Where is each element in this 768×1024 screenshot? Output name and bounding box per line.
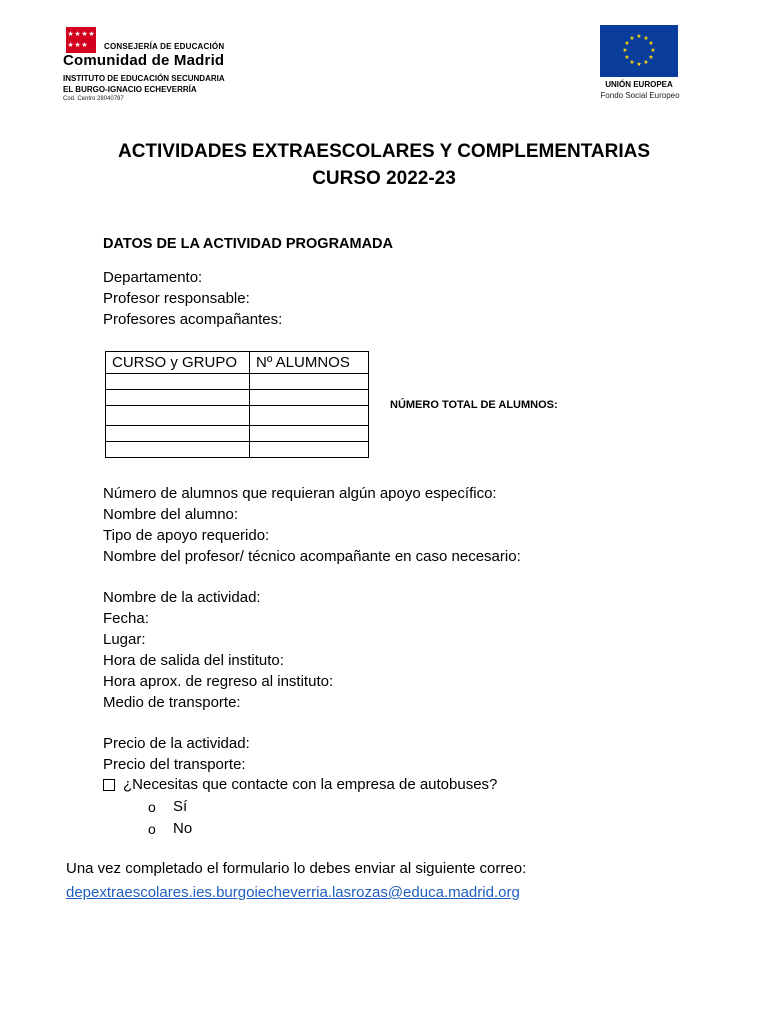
table-header-row: [106, 352, 369, 374]
fecha-field: Fecha:: [103, 610, 149, 627]
table-row: [106, 442, 369, 458]
eu-title: UNIÓN EUROPEA: [605, 80, 673, 89]
hora-salida-field: Hora de salida del instituto:: [103, 652, 284, 669]
table-cell[interactable]: [250, 442, 369, 458]
svg-text:★: ★: [629, 59, 635, 66]
table-cell[interactable]: [250, 426, 369, 442]
nombre-alumno-field: Nombre del alumno:: [103, 506, 239, 523]
profesor-responsable-field: Profesor responsable:: [103, 290, 250, 307]
table-cell[interactable]: [106, 374, 250, 390]
apoyo-numero-field: Número de alumnos que requieran algún apoyo específico:: [103, 485, 497, 502]
document-title: ACTIVIDADES EXTRAESCOLARES Y COMPLEMENTARIAS: [117, 141, 651, 162]
medio-transporte-field: Medio de transporte:: [103, 694, 241, 711]
table-cell[interactable]: [250, 390, 369, 406]
svg-text:★: ★: [636, 33, 642, 40]
codigo-centro: Cod. Centro 28040787: [63, 96, 124, 102]
precio-transporte-field: Precio del transporte:: [103, 756, 246, 773]
column-num-alumnos: Nº ALUMNOS: [250, 352, 369, 374]
bullet-icon: o: [148, 798, 156, 815]
comunidad-madrid-flag-logo: ★ ★ ★ ★ ★ ★ ★: [66, 27, 96, 53]
table-cell[interactable]: [106, 426, 250, 442]
consejeria-label: CONSEJERÍA DE EDUCACIÓN: [104, 42, 225, 51]
table-cell[interactable]: [250, 406, 369, 426]
svg-text:★: ★: [636, 61, 642, 68]
document-subtitle: CURSO 2022-23: [312, 168, 456, 189]
contactar-label: ¿Necesitas que contacte con la empresa de autobuses?: [123, 776, 498, 793]
profesores-acompanantes-field: Profesores acompañantes:: [103, 311, 283, 328]
svg-text:★: ★: [629, 35, 635, 42]
table-cell[interactable]: [106, 442, 250, 458]
table-cell[interactable]: [106, 390, 250, 406]
svg-text:★: ★: [643, 35, 649, 42]
svg-text:★: ★: [624, 54, 630, 61]
lugar-field: Lugar:: [103, 631, 146, 648]
eu-subtitle: Fondo Social Europeo: [600, 91, 680, 100]
option-si[interactable]: [148, 798, 187, 815]
table-row: [106, 390, 369, 406]
email-link[interactable]: depextraescolares.ies.burgoiecheverria.lasrozas@educa.madrid.org: [66, 884, 520, 901]
contactar-checkbox[interactable]: [103, 779, 115, 791]
table-row: [106, 426, 369, 442]
centro-name: EL BURGO-IGNACIO ECHEVERRÍA: [63, 85, 197, 94]
precio-actividad-field: Precio de la actividad:: [103, 735, 250, 752]
profesor-tecnico-field: Nombre del profesor/ técnico acompañante en caso necesario:: [103, 548, 521, 565]
nombre-actividad-field: Nombre de la actividad:: [103, 589, 261, 606]
column-curso-grupo: CURSO y GRUPO: [106, 352, 250, 374]
tipo-apoyo-field: Tipo de apoyo requerido:: [103, 527, 270, 544]
instituto-type: INSTITUTO DE EDUCACIÓN SECUNDARIA: [63, 74, 225, 83]
svg-text:★: ★: [643, 59, 649, 66]
svg-text:★: ★: [650, 47, 656, 54]
svg-text:★: ★: [648, 54, 654, 61]
table-row: [106, 374, 369, 390]
section-heading: DATOS DE LA ACTIVIDAD PROGRAMADA: [103, 236, 393, 252]
eu-flag-logo: [600, 25, 678, 77]
bullet-icon: o: [148, 820, 156, 837]
table-row: [106, 406, 369, 426]
option-si-label: Sí: [173, 798, 188, 815]
departamento-field: Departamento:: [103, 269, 203, 286]
svg-text:★: ★: [648, 40, 654, 47]
table-cell[interactable]: [106, 406, 250, 426]
contactar-empresa-question: [103, 776, 497, 793]
footer-instruction: Una vez completado el formulario lo debes enviar al siguiente correo:: [66, 860, 527, 877]
option-no-label: No: [173, 820, 193, 837]
table-cell[interactable]: [250, 374, 369, 390]
eu-stars-icon: [600, 25, 678, 77]
svg-text:★: ★: [624, 40, 630, 47]
comunidad-madrid-logo-text: Comunidad de Madrid: [63, 52, 225, 69]
total-alumnos-label: NÚMERO TOTAL DE ALUMNOS:: [390, 399, 558, 411]
instituto-label: [63, 73, 225, 95]
hora-regreso-field: Hora aprox. de regreso al instituto:: [103, 673, 334, 690]
option-no[interactable]: [148, 820, 192, 837]
svg-text:★: ★: [622, 47, 628, 54]
alumnos-table: [105, 351, 369, 458]
